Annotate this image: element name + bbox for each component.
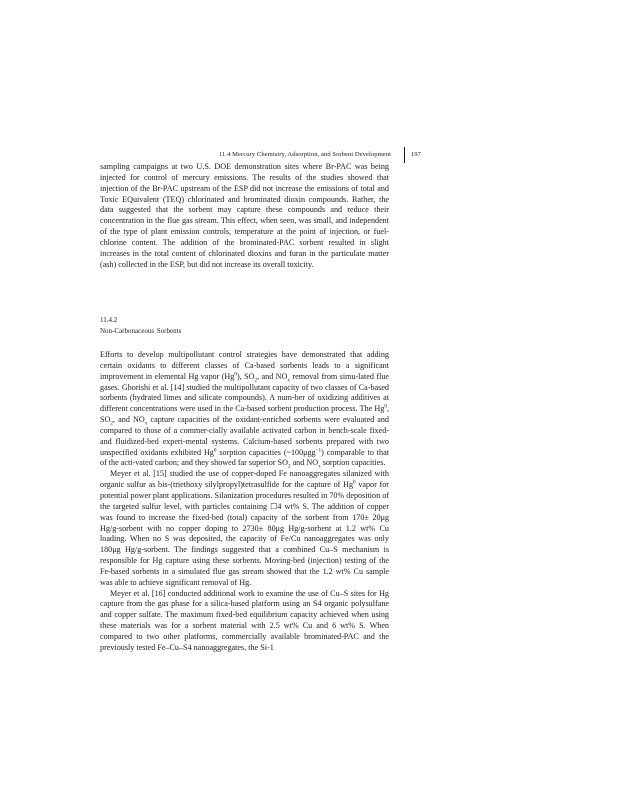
paragraph-dioxin-results: [100, 162, 389, 270]
running-head-divider: [404, 147, 405, 163]
paragraph-text: sampling campaigns at two U.S. DOE demonstration sites where Br-PAC was being injected for control of mercury emissions. The results of the studies showed that injection of the Br-PAC upstream of the ESP did not increase the emissions of total and Toxic EQuivalent (TEQ) chlorinated and brominated dioxin compounds. Rather, the data suggested that the sorbent may capture these compounds and reduce their concentration in the flue gas stream. This effect, when seen, was small, and independent of the type of plant emission controls, temperature at the point of injection, or fuel-chlorine content. The addition of the brominated-PAC sorbent resulted in slight increases in the total content of chlorinated dioxins and furan in the particulate matter (ash) collected in the ESP, but did not increase its overall toxicity.: [100, 162, 389, 269]
running-head-title: 11.4 Mercury Chemistry, Adsorption, and Sorbent Development: [218, 151, 391, 158]
section-body: [100, 350, 389, 654]
section-title: Non-Carbonaceous Sorbents: [100, 327, 182, 335]
paragraph-silica-platform: Meyer et al. [16] conducted additional work to examine the use of Cu–S sites for Hg capture from the gas phase for a silica-based platform using an S4 organic polysulfane and copper sulfate. The maximum fixed-bed equilibrium capacity achieved when using these materials was for a sorbent material with 2.5 wt% Cu and 6 wt% S. When compared to two other platforms, commercially available brominated-PAC and the previously tested Fe–Cu–S4 nanoaggregates, the Si-1: [100, 588, 389, 652]
paragraph-copper-doped: Meyer et al. [15] studied the use of copper-doped Fe nanoaggregates silanized with organic sulfur as bis-(triethoxy silylpropyl)tetrasulfide for the capture of Hg$^0$ vapor for potential power plant applications. Silanization procedures resulted in 70% deposition of the targeted sulfur level, with particles containing ☐4 wt% S. The addition of copper was found to increase the fixed-bed (total) capacity of the sorbent from 170± 20μg Hg/g-sorbent with no copper doping to 2730± 80μg Hg/g-sorbent at 1.2 wt% Cu loading. When no S was deposited, the capacity of Fe/Cu nanoaggregates was only 180μg Hg/g-sorbent. The findings suggested that a combined Cu–S mechanism is responsible for Hg capture using these sorbents. Moving-bed (injection) testing of the Fe-based sorbents in a simulated flue gas stream showed that the 1.2 wt% Cu sample was able to achieve significant removal of Hg.: [100, 469, 389, 587]
paragraph-multipollutant: Efforts to develop multipollutant control strategies have demonstrated that adding certain oxidants to different classes of Ca-based sorbents leads to a significant improvement in elemental Hg vapor (Hg$^0$), $SO_2$, and $NO_x$ removal from simu-lated flue gases. Ghorishi et al. [14] studied the multipollutant capacity of two classes of Ca-based sorbents (hydrated limes and silicate compounds). A num-ber of oxidizing additives at different concentrations were used in the Ca-based sorbent production process. The Hg$^0$, $SO_2$, and $NO_x$ capture capacities of the oxidant-enriched sorbents were evaluated and compared to those of a commer-cially available activated carbon in bench-scale fixed- and fluidized-bed experi-mental systems. Calcium-based sorbents prepared with two unspecified oxidants exhibited Hg$^0$ sorption capacities (~100μgg$^{-1}$) comparable to that of the acti-vated carbon; and they showed far superior $SO_2$ and $NO_x$ sorption capacities.: [100, 350, 390, 471]
page-number: 197: [411, 151, 421, 158]
section-number: 11.4.2: [100, 316, 118, 324]
